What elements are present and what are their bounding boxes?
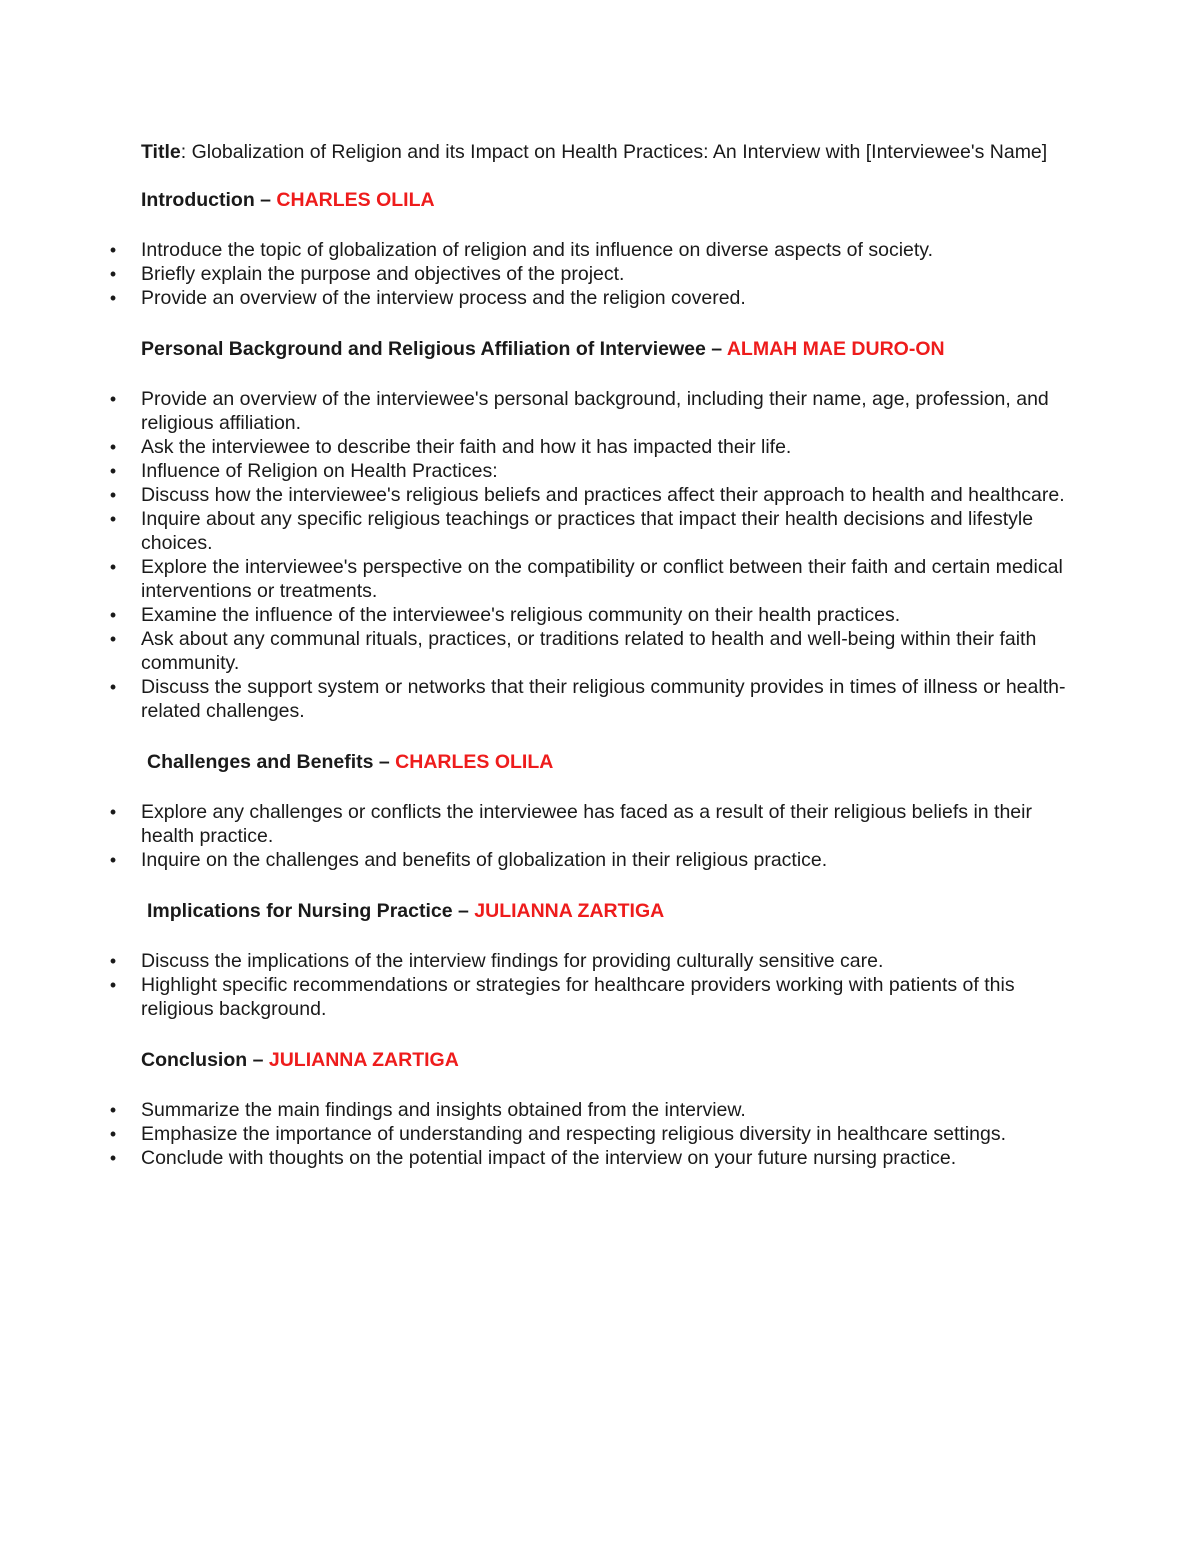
- bullet-icon: •: [109, 509, 117, 529]
- document-title: [141, 140, 1071, 164]
- list-item: [109, 238, 1071, 262]
- list-item-text: Emphasize the importance of understanding and respecting religious diversity in healthcare settings.: [141, 1123, 1006, 1145]
- list-item: [109, 603, 1071, 627]
- bullet-icon: •: [109, 629, 117, 649]
- list-item: [109, 286, 1071, 310]
- section-owner-name: JULIANNA ZARTIGA: [474, 900, 665, 922]
- bullet-icon: •: [109, 240, 117, 260]
- bullet-list: [109, 1098, 1071, 1170]
- list-item-text: Summarize the main findings and insights obtained from the interview.: [141, 1099, 746, 1121]
- bullet-icon: •: [109, 437, 117, 457]
- list-item: [109, 1098, 1071, 1122]
- list-item-text: Highlight specific recommendations or strategies for healthcare providers working with patients of this religious background.: [141, 974, 1015, 1020]
- list-item: [109, 483, 1071, 507]
- section-heading: [141, 899, 1071, 923]
- list-item: [109, 1122, 1071, 1146]
- list-item-text: Provide an overview of the interview process and the religion covered.: [141, 287, 746, 309]
- list-item-text: Discuss the support system or networks that their religious community provides in times of illness or health-related challenges.: [141, 676, 1066, 722]
- bullet-icon: •: [109, 557, 117, 577]
- bullet-icon: •: [109, 288, 117, 308]
- bullet-icon: •: [109, 264, 117, 284]
- document-page: [109, 140, 1071, 1197]
- section-heading-text: Conclusion –: [141, 1049, 269, 1071]
- bullet-icon: •: [109, 1148, 117, 1168]
- section-heading: [141, 750, 1071, 774]
- bullet-icon: •: [109, 461, 117, 481]
- list-item: [109, 973, 1071, 1021]
- document-sections: [109, 188, 1071, 1170]
- list-item: [109, 459, 1071, 483]
- list-item: [109, 675, 1071, 723]
- section-heading: [141, 1048, 1071, 1072]
- bullet-list: [109, 800, 1071, 872]
- list-item-text: Discuss how the interviewee's religious beliefs and practices affect their approach to health and healthcare.: [141, 484, 1065, 506]
- bullet-icon: •: [109, 802, 117, 822]
- section-owner-name: CHARLES OLILA: [276, 189, 435, 211]
- section-heading-text: Implications for Nursing Practice –: [147, 900, 475, 922]
- list-item-text: Ask the interviewee to describe their faith and how it has impacted their life.: [141, 436, 792, 458]
- list-item-text: Inquire on the challenges and benefits of globalization in their religious practice.: [141, 849, 828, 871]
- bullet-icon: •: [109, 389, 117, 409]
- bullet-list: [109, 949, 1071, 1021]
- section-owner-name: JULIANNA ZARTIGA: [268, 1049, 459, 1071]
- section-heading-text: Personal Background and Religious Affiliation of Interviewee –: [141, 338, 727, 360]
- list-item: [109, 800, 1071, 848]
- title-text: : Globalization of Religion and its Impact on Health Practices: An Interview with [Interviewee's Name]: [180, 141, 1048, 163]
- section-owner-name: CHARLES OLILA: [395, 751, 554, 773]
- bullet-icon: •: [109, 850, 117, 870]
- bullet-icon: •: [109, 1124, 117, 1144]
- list-item: [109, 1146, 1071, 1170]
- list-item-text: Influence of Religion on Health Practices:: [141, 460, 498, 482]
- section-heading-text: Challenges and Benefits –: [147, 751, 396, 773]
- section-heading: [141, 188, 1071, 212]
- bullet-icon: •: [109, 1100, 117, 1120]
- list-item-text: Explore any challenges or conflicts the interviewee has faced as a result of their religious beliefs in their health practice.: [141, 801, 1032, 847]
- bullet-icon: •: [109, 605, 117, 625]
- bullet-list: [109, 387, 1071, 723]
- section-heading-text: Introduction –: [141, 189, 277, 211]
- section-owner-name: ALMAH MAE DURO-ON: [726, 338, 945, 360]
- list-item-text: Discuss the implications of the interview findings for providing culturally sensitive care.: [141, 950, 884, 972]
- list-item-text: Briefly explain the purpose and objectives of the project.: [141, 263, 625, 285]
- list-item-text: Ask about any communal rituals, practices, or traditions related to health and well-being within their faith community.: [141, 628, 1037, 674]
- section-heading: [141, 337, 1071, 361]
- list-item: [109, 848, 1071, 872]
- bullet-icon: •: [109, 951, 117, 971]
- list-item: [109, 949, 1071, 973]
- title-label: Title: [141, 141, 181, 163]
- bullet-icon: •: [109, 975, 117, 995]
- list-item-text: Explore the interviewee's perspective on the compatibility or conflict between their faith and certain medical interventions or treatments.: [141, 556, 1063, 602]
- list-item: [109, 262, 1071, 286]
- list-item-text: Introduce the topic of globalization of religion and its influence on diverse aspects of society.: [141, 239, 934, 261]
- list-item-text: Conclude with thoughts on the potential impact of the interview on your future nursing practice.: [141, 1147, 957, 1169]
- list-item: [109, 555, 1071, 603]
- bullet-icon: •: [109, 485, 117, 505]
- list-item-text: Examine the influence of the interviewee's religious community on their health practices.: [141, 604, 901, 626]
- bullet-list: [109, 238, 1071, 310]
- list-item: [109, 435, 1071, 459]
- bullet-icon: •: [109, 677, 117, 697]
- list-item-text: Inquire about any specific religious teachings or practices that impact their health decisions and lifestyle choices.: [141, 508, 1034, 554]
- list-item: [109, 627, 1071, 675]
- list-item: [109, 387, 1071, 435]
- list-item: [109, 507, 1071, 555]
- list-item-text: Provide an overview of the interviewee's personal background, including their name, age, profession, and religious affiliation.: [141, 388, 1049, 434]
